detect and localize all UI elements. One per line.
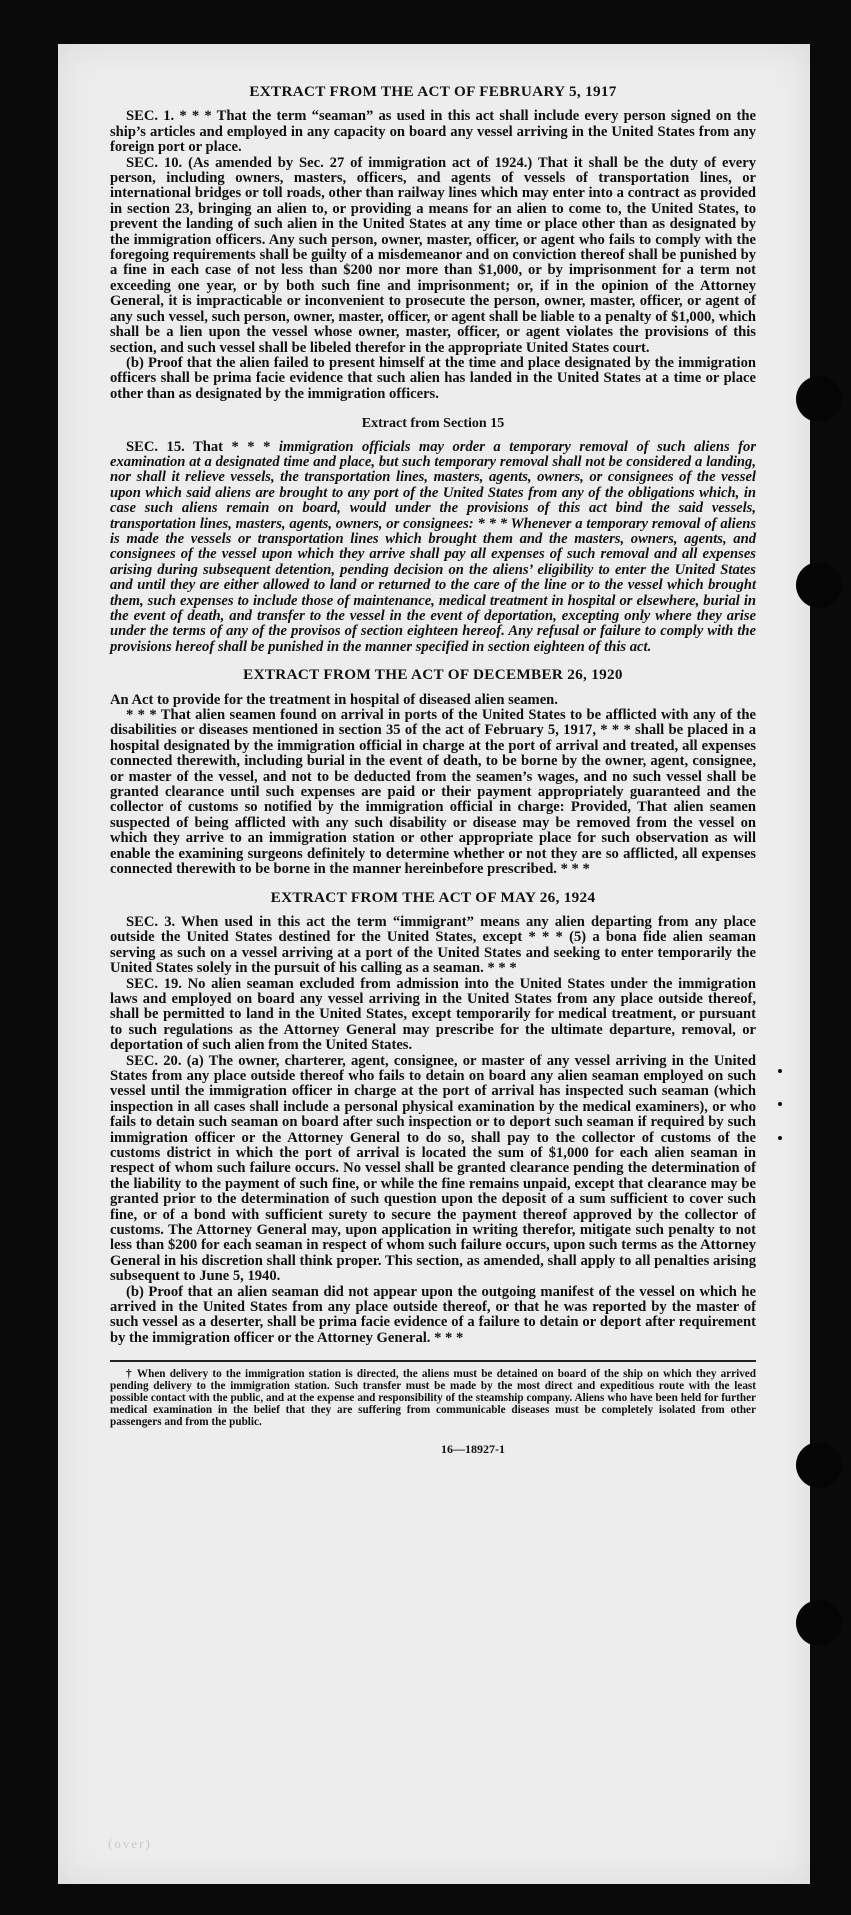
paragraph-sec-15 (110, 440, 756, 656)
heading-act-feb-1917: EXTRACT FROM THE ACT OF FEBRUARY 5, 1917 (249, 83, 617, 100)
paragraph-dec-1920-text: * * * That alien seamen found on arrival in ports of the United States to be afflicted with any of the disabilities or diseases mentioned in section 35 of the act of February 5, 1917, * * * shall be placed in a hospital designated by the immigration official in charge at the port of arrival and treated, all expenses connected therewith, including burial in the event of death, to be borne by the owner, agent, consignee, or master of the vessel, and not to be deducted from the seamen’s wages, and no such vessel shall be granted clearance until such expenses are paid or their payment appropriately guaranteed and the collector of customs so notified by the immigration official in charge: Provided, That alien seamen suspected of being afflicted with any such disability or disease may be removed from the vessel on which they arrive to an immigration station or other appropriate place for such observation as will enable the examining surgeons definitely to determine whether or not they are so afflicted, all expenses connected therewith to be borne in the manner hereinbefore prescribed. * * * (110, 707, 756, 878)
document-page (58, 44, 810, 1884)
paragraph-sec-10: SEC. 10. (As amended by Sec. 27 of immigration act of 1924.) That it shall be the duty of every person, including owners, masters, officers, and agents of vessels of transportation lines, or international bridges or toll roads, other than railway lines which may enter into a contract as provided in section 23, bringing an alien to, or providing a means for an alien to come to, the United States, to prevent the landing of such alien in the United States at any time or place other than as designated by the immigration officers. Any such person, owner, master, officer, or agent who fails to comply with the foregoing requirements shall be guilty of a misdemeanor and on conviction thereof shall be punished by a fine in each case of not less than $200 nor more than $1,000, or by imprisonment for a term not exceeding one year, or by both such fine and imprisonment; or, if in the opinion of the Attorney General, it is impracticable or inconvenient to prosecute the person, owner, master, officer, or agent of any such vessel, such person, owner, master, officer, or agent shall be liable to a penalty of $1,000, which shall be a lien upon the vessel whose owner, master, officer, or agent violates the provisions of this section, and such vessel shall be libeled therefor in the appropriate United States court. (110, 154, 756, 356)
punch-hole-icon (796, 376, 842, 422)
paragraph-sec-20-b: (b) Proof that an alien seaman did not appear upon the outgoing manifest of the vessel on which he arrived in the United States from any place outside thereof, or that he was reported by the master of such vessel as a deserter, shall be prima facie evidence of a failure to detain or deport after requirement by the immigration officer or the Attorney General. * * * (110, 1283, 756, 1346)
document-text (110, 84, 756, 1458)
speck-icon (778, 1102, 782, 1106)
paragraph-sec-19: SEC. 19. No alien seaman excluded from admission into the United States under the immigration laws and employed on board any vessel arriving in the United States from any place outside thereof, shall be permitted to land in the United States, except temporarily for medical treatment, or pursuant to such regulations as the Attorney General may prescribe for the ultimate departure, removal, or deportation of such alien from the United States. (110, 975, 756, 1054)
faint-bleedthrough-text: (over) (108, 1836, 152, 1851)
sec-15-text: immigration officials may order a temporary removal of such aliens for examination at a designated time and place, but such temporary removal shall not be considered a landing, nor shall it relieve vessels, the transportation lines, masters, agents, owners, or consignees of the vessel upon which said aliens are brought to any port of the United States from any of the obligations which, in case such aliens remain on board, would under the provisions of this act bind the said vessels, transportation lines, masters, agents, owners, or consignees: * * * Whenever a temporary removal of aliens is made the vessels or transportation lines which brought them and the masters, owners, agents, and consignees of the vessel upon which they arrive shall pay all expenses of such removal and all expenses arising during subsequent detention, pending decision on the aliens’ eligibility to enter the United States and until they are either allowed to land or returned to the care of the line or to the vessel which brought them, such expenses to include those of maintenance, medical treatment in hospital or elsewhere, burial in the event of death, and transfer to the vessel in the event of deportation, excepting only where they arise under the terms of any of the provisos of section eighteen hereof. Any refusal or failure to comply with the provisions hereof shall be punished in the manner specified in section eighteen of this act. (110, 438, 757, 655)
heading-act-may-1924: EXTRACT FROM THE ACT OF MAY 26, 1924 (270, 888, 596, 906)
punch-hole-icon (796, 1600, 842, 1646)
paragraph-sec-20-a: SEC. 20. (a) The owner, charterer, agent, consignee, or master of any vessel arriving in the United States from any place outside thereof who fails to detain on board any alien seaman employed on such vessel until the immigration officer in charge at the port of arrival has inspected such seaman (which inspection in all cases shall include a personal physical examination by the medical examiners), or who fails to detain such seaman on board after such inspection or to deport such seaman if required by such immigration officer or the Attorney General to do so, shall pay to the collector of customs of the customs district in which the port of arrival is located the sum of $1,000 for each alien seaman in respect of whom such failure occurs. No vessel shall be granted clearance pending the determination of the liability to the payment of such fine, or while the fine remains unpaid, except that clearance may be granted prior to the determination of such question upon the deposit of a sum sufficient to cover such fine, or of a bond with sufficient surety to secure the payment thereof approved by the collector of customs. The Attorney General may, upon application in writing therefor, mitigate such penalty to not less than $200 for each seaman in respect of whom such failure occurs, upon such terms as the Attorney General in his discretion shall think proper. This section, as amended, shall apply to all penalties arising subsequent to June 5, 1940. (110, 1052, 756, 1285)
footnote: † When delivery to the immigration station is directed, the aliens must be detained on board of the ship on which they arrived pending delivery to the immigration station. Such transfer must be made by the most direct and expeditious route with the least possible contact with the public, and at the expense and responsibility of the steamship company. Aliens who have been held for further medical examination in the belief that they are suffering from communicable diseases must be completely isolated from other passengers and from the public. (110, 1368, 756, 1429)
heading-act-dec-1920: EXTRACT FROM THE ACT OF DECEMBER 26, 1920 (243, 666, 623, 684)
heading-section-15: Extract from Section 15 (361, 416, 505, 432)
paragraph-sec-3: SEC. 3. When used in this act the term “immigrant” means any alien departing from any place outside the United States destined for the United States, except * * * (5) a bona fide alien seaman serving as such on a vessel arriving at a port of the United States and seeking to enter temporarily the United States solely in the pursuit of his calling as a seaman. * * * (110, 913, 756, 977)
punch-hole-icon (796, 562, 842, 608)
paragraph-dec-1920-intro: An Act to provide for the treatment in hospital of diseased alien seamen. (110, 691, 558, 708)
punch-hole-icon (796, 1442, 842, 1488)
paragraph-sec-1: SEC. 1. * * * That the term “seaman” as used in this act shall include every person signed on the ship’s articles and employed in any capacity on board any vessel arriving in the United States from any foreign port or place. (110, 108, 756, 156)
sec-15-lead: SEC. 15. That * * * (126, 438, 271, 455)
speck-icon (778, 1136, 782, 1140)
footnote-divider (110, 1360, 756, 1362)
speck-icon (778, 1069, 782, 1073)
paragraph-sec-10-b: (b) Proof that the alien failed to present himself at the time and place designated by the immigration officers shall be prima facie evidence that such alien has landed in the United States at a time or place other than as designated by the immigration officers. (110, 354, 756, 402)
form-number: 16—18927-1 (441, 1442, 505, 1457)
